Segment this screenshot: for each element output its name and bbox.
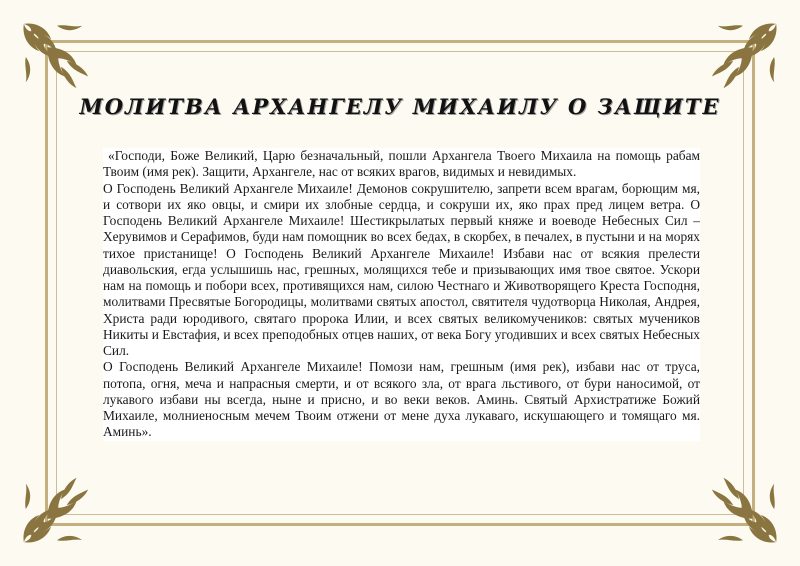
paragraph-main: О Господень Великий Архангеле Михаиле! Демонов сокрушителю, запрети всем врагам, борющим мя, и сотвори их яко овцы, и смири их злобные сердца, и сокруши их, яко прах пред лицем ветра. О Господень Великий Архангеле Михаиле! Шестикрылатых первый княже и воеводе Небесных Сил – Херувимов и Серафимов, буди нам помощник во всех бедах, в скорбех, в печалех, в пустыни и на морях тихое пристанище! О Господень Великий Архангеле Михаиле! Избави нас от всякия прелести диавольския, егда услышишь нас, грешных, молящихся тебе и призывающих имя твое святое. Ускори нам на помощь и побори всех, противящихся нам, силою Честнаго и Животворящего Креста Господня, молитвами Пресвятые Богородицы, молитвами святых апостол, святителя чудотворца Николая, Андрея, Христа ради юродивого, святаго пророка Илии, и всех святых великомучеников: святых мучеников Никиты и Евстафия, и всех преподобных отцев наших, от века Богу угодивших и всех святых Небесных Сил. xyxy=(103,180,700,358)
paragraph-opening: «Господи, Боже Великий, Царю безначальный, пошли Архангела Твоего Михаила на помощь рабам Твоим (имя рек). Защити, Архангеле, нас от всяких врагов, видимых и невидимых. xyxy=(103,148,700,180)
ornament-top-right-icon xyxy=(704,18,782,96)
ornament-top-left-icon xyxy=(18,18,96,96)
ornament-bottom-right-icon xyxy=(704,470,782,548)
prayer-text xyxy=(103,148,700,441)
page-title: МОЛИТВА АРХАНГЕЛУ МИХАИЛУ О ЗАЩИТЕ xyxy=(79,94,721,119)
ornament-bottom-left-icon xyxy=(18,470,96,548)
paragraph-closing: О Господень Великий Архангеле Михаиле! Помози нам, грешным (имя рек), избави нас от труса, потопа, огня, меча и напрасныя смерти, и от всякого зла, от врага льстивого, от бури наносимой, от лукавого избави ны всегда, ныне и присно, и во веки веков. Аминь. Святый Архистратиже Божий Михаиле, молниеносным мечем Твоим отжени от мене духа лукаваго, искушающего и томящаго мя. Аминь». xyxy=(103,359,700,440)
